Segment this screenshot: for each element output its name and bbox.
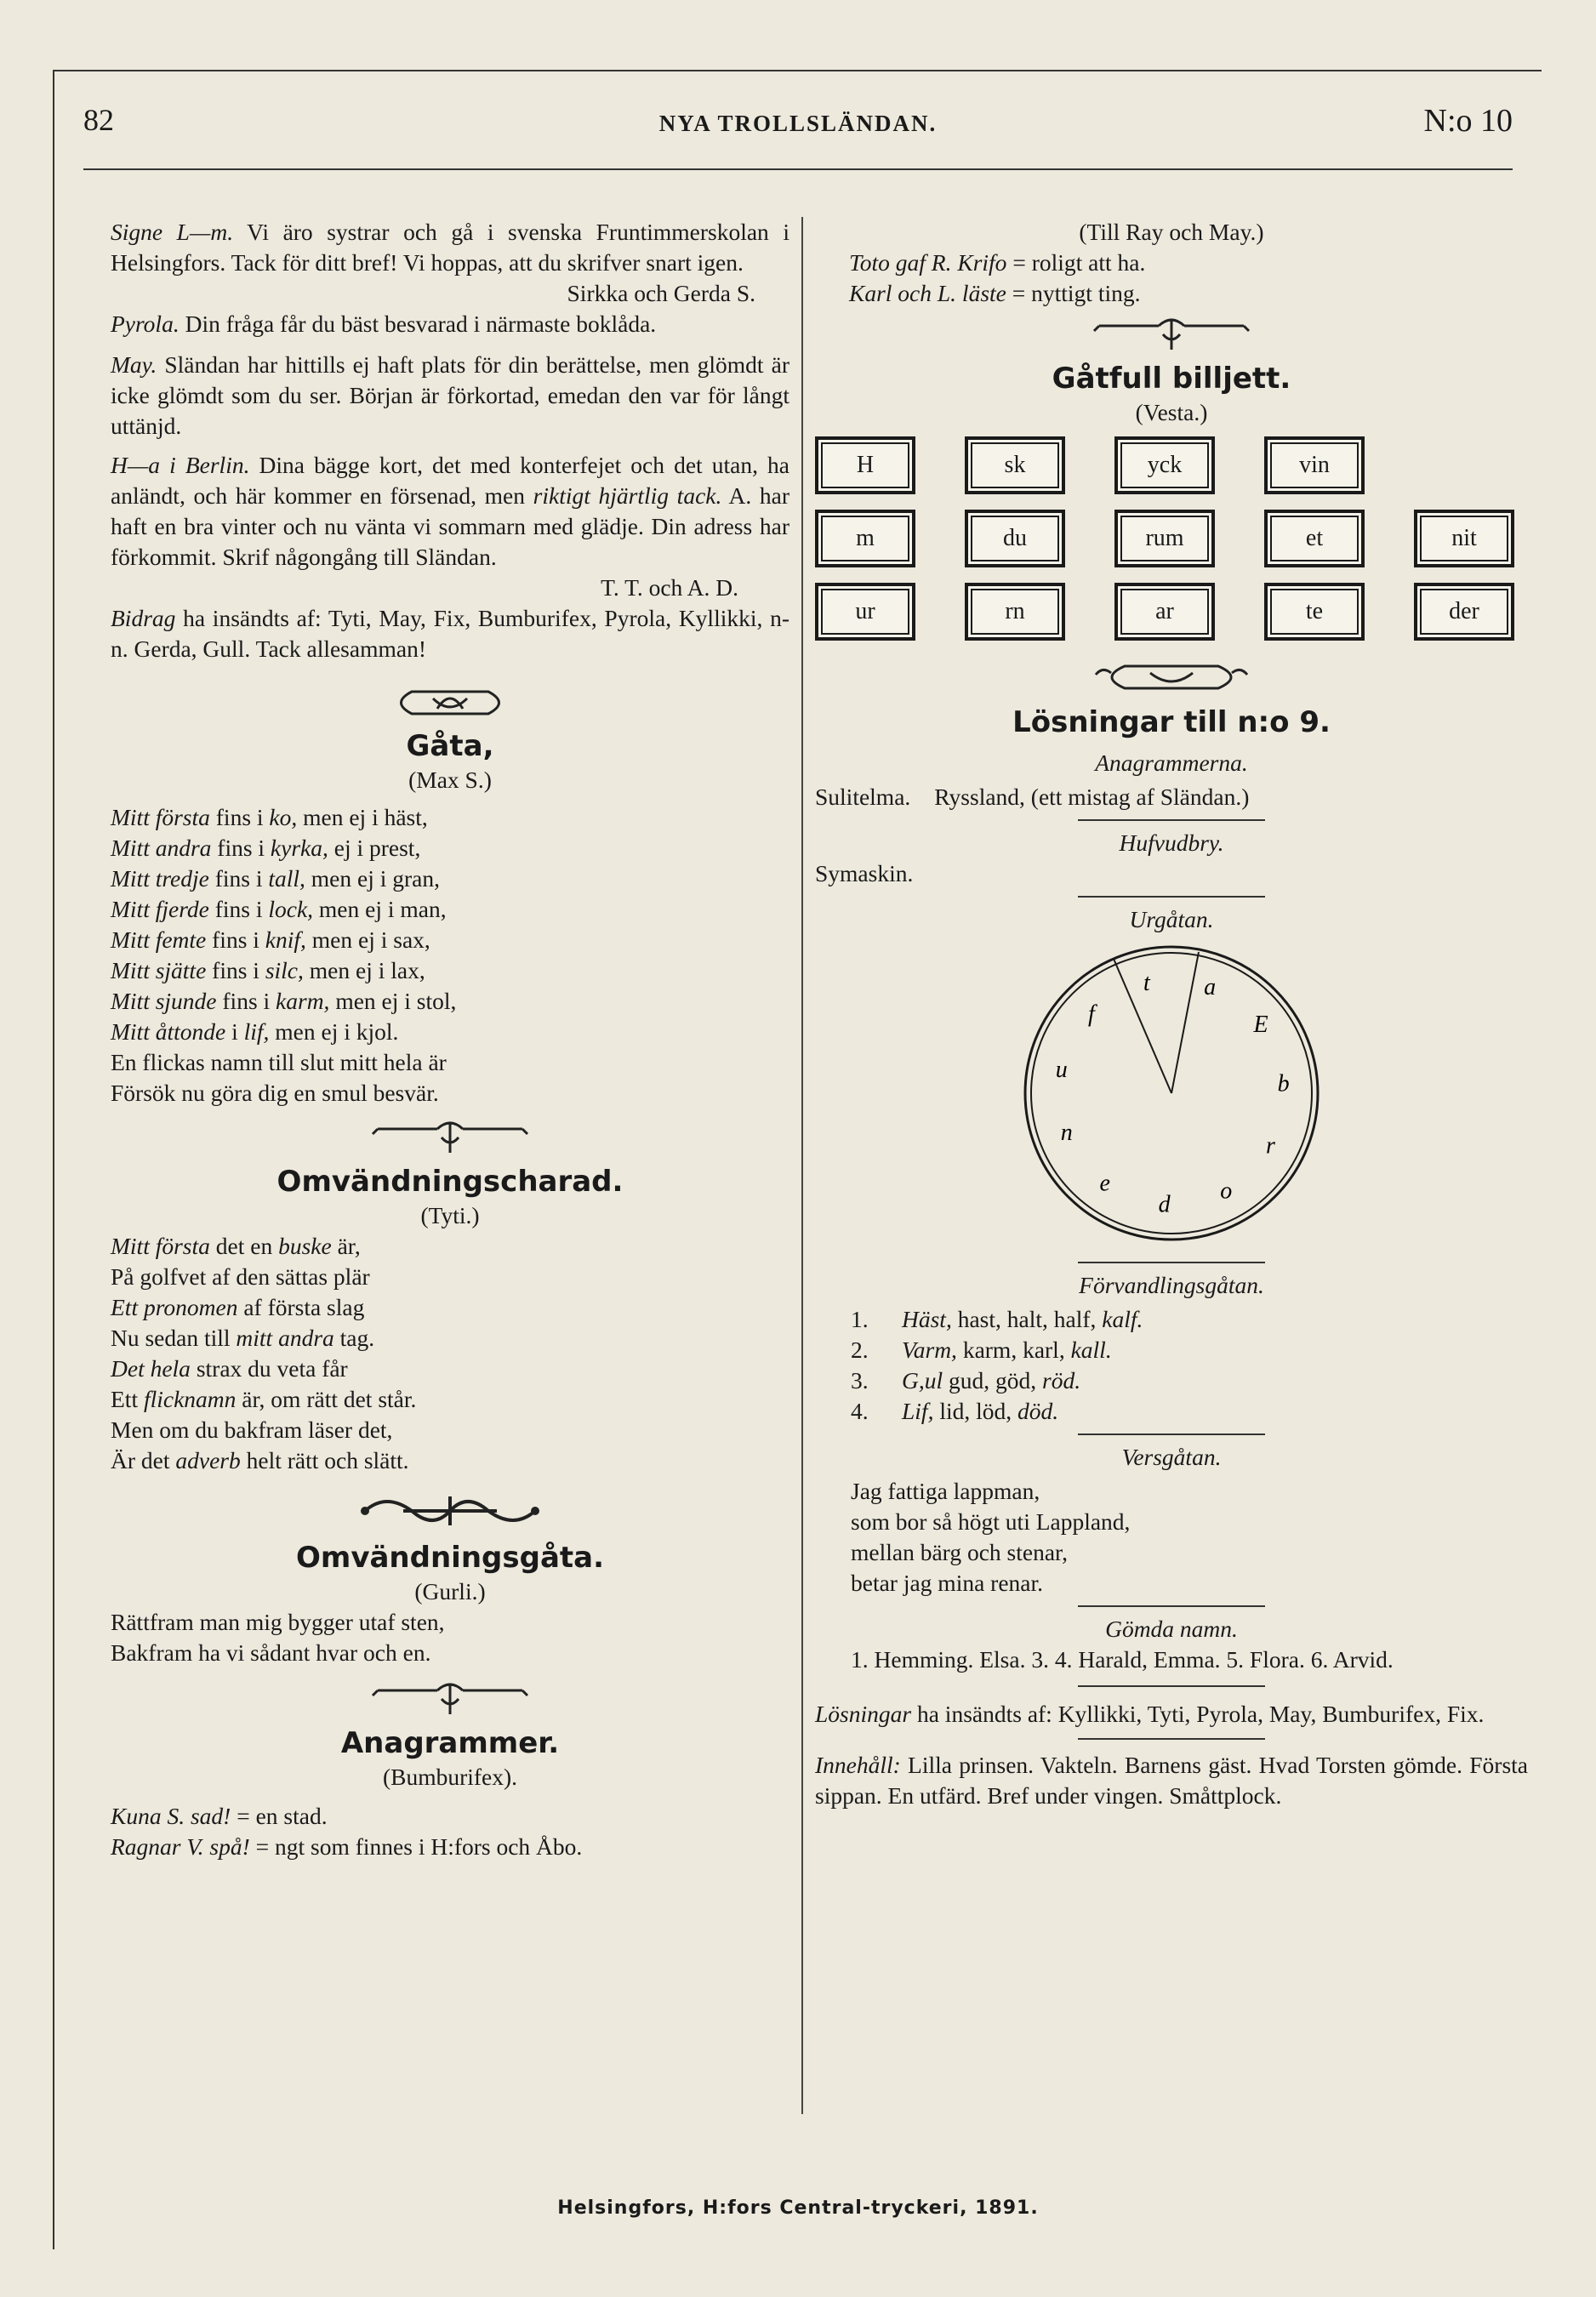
- omvgata-line: Rättfram man mig bygger utaf sten,: [111, 1609, 445, 1635]
- gata-line: Mitt andra fins i kyrka, ej i prest,: [111, 835, 421, 861]
- grid-row: [815, 583, 1528, 656]
- signature-tt: T. T. och A. D.: [601, 574, 738, 601]
- letter-may: May. Sländan har hittills ej haft plats för din berättelse, men glömdt är icke glömdt som du ser. Början är förkortad, emedan den var för långt uttänjd.: [111, 351, 789, 439]
- circle-letter: b: [1277, 1070, 1290, 1097]
- forv-item: 4. Lif, lid, löd, död.: [851, 1398, 1059, 1424]
- column-divider: [801, 217, 803, 2114]
- gomda-solution: 1. Hemming. Elsa. 3. 4. Harald, Emma. 5. Flora. 6. Arvid.: [851, 1646, 1394, 1673]
- section-rule: [1078, 1738, 1265, 1740]
- innehall: Innehåll: Lilla prinsen. Vakteln. Barnens gäst. Hvad Torsten gömde. Första sippan. En utfärd. Bref under vingen. Småttplock.: [815, 1752, 1528, 1809]
- circle-letter: n: [1060, 1120, 1073, 1147]
- page-header: [83, 102, 1513, 145]
- hufvudbry-title: Hufvudbry.: [1119, 829, 1224, 856]
- gata-title: Gåta,: [406, 729, 494, 763]
- anagram-author: (Bumburifex).: [382, 1764, 518, 1790]
- grid-cell: rum: [1114, 510, 1215, 567]
- grid-cell: sk: [965, 436, 1065, 494]
- anagram-line: Toto gaf R. Krifo = roligt att ha.: [849, 249, 1146, 276]
- gomda-title: Gömda namn.: [1105, 1616, 1238, 1642]
- gata-line: Mitt sjätte fins i silc, men ej i lax,: [111, 957, 425, 983]
- vers-line: mellan bärg och stenar,: [851, 1539, 1068, 1565]
- circle-letter: a: [1204, 974, 1217, 1000]
- charad-line: Är det adverb helt rätt och slätt.: [111, 1447, 409, 1473]
- grid-cell: du: [965, 510, 1065, 567]
- forv-item: 1. Häst, hast, halt, half, kalf.: [851, 1306, 1143, 1332]
- grid-cell: ur: [815, 583, 915, 641]
- charad-line: Nu sedan till mitt andra tag.: [111, 1325, 375, 1351]
- omvgata-title: Omvändningsgåta.: [295, 1541, 604, 1575]
- letter-pyrola: Pyrola. Din fråga får du bäst besvarad i närmaste boklåda.: [111, 311, 657, 337]
- grid-cell: nit: [1414, 510, 1514, 567]
- header-rule: [83, 168, 1513, 170]
- grid-row: [815, 436, 1528, 510]
- charad-line: Mitt första det en buske är,: [111, 1233, 361, 1259]
- anagram-line: Karl och L. läste = nyttigt ting.: [849, 280, 1141, 306]
- section-rule: [1078, 1262, 1265, 1263]
- circle-letter: f: [1088, 1000, 1095, 1028]
- circle-letter: d: [1158, 1191, 1171, 1218]
- ornament-scroll: [111, 1119, 789, 1160]
- vers-line: Jag fattiga lappman,: [851, 1478, 1040, 1504]
- ornament-flourish: [111, 1488, 789, 1536]
- losningar-sent: Lösningar ha insändts af: Kyllikki, Tyti, Pyrola, May, Bumburifex, Fix.: [815, 1701, 1485, 1727]
- grid-cell: yck: [1114, 436, 1215, 494]
- signature-sirkka: Sirkka och Gerda S.: [567, 280, 755, 306]
- gata-line: En flickas namn till slut mitt hela är: [111, 1049, 447, 1075]
- printer-footer: Helsingfors, H:fors Central-tryckeri, 1891.: [557, 2197, 1039, 2219]
- vers-poem: [815, 1476, 1528, 1599]
- gata-line: Mitt tredje fins i tall, men ej i gran,: [111, 865, 440, 892]
- gata-line: Mitt sjunde fins i karm, men ej i stol,: [111, 988, 457, 1014]
- ornament-loop: [815, 658, 1528, 698]
- circle-letter: r: [1265, 1132, 1275, 1160]
- letter-berlin: H—a i Berlin. Dina bägge kort, det med konterfejet och det utan, ha anländt, och här kommer en försenad, men riktigt hjärtlig tack. A. har haft en bra vinter och nu vänta vi sommarn med glädje. Din adress har förkommit. Skrif någongång till Sländan.: [111, 452, 789, 570]
- journal-title: NYA TROLLSLÄNDAN.: [658, 111, 938, 136]
- right-column: [815, 217, 1528, 1811]
- letter-signe: Signe L—m. Vi äro systrar och gå i svenska Fruntimmerskolan i Helsingfors. Tack för ditt bref! Vi hoppas, att du skrifver snart igen.: [111, 219, 789, 276]
- hufvudbry-solution: Symaskin.: [815, 860, 914, 886]
- gata-line: Försök nu göra dig en smul besvär.: [111, 1080, 439, 1106]
- vers-title: Versgåtan.: [1121, 1444, 1222, 1470]
- grid-cell: der: [1414, 583, 1514, 641]
- grid-cell: H: [815, 436, 915, 494]
- grid-cell: ar: [1114, 583, 1215, 641]
- gata-poem: [111, 802, 789, 1109]
- ornament-scroll: [111, 1680, 789, 1721]
- grid-cell: m: [815, 510, 915, 567]
- charad-line: Det hela strax du veta får: [111, 1355, 348, 1382]
- section-rule: [1078, 1605, 1265, 1607]
- anagram-title: Anagrammer.: [340, 1726, 560, 1760]
- omvgata-line: Bakfram ha vi sådant hvar och en.: [111, 1639, 431, 1666]
- charad-author: (Tyti.): [420, 1202, 480, 1228]
- left-column: [111, 217, 789, 1862]
- circle-letter: o: [1220, 1177, 1233, 1205]
- urgatan-title: Urgåtan.: [1129, 906, 1214, 932]
- ornament-scroll: [815, 316, 1528, 356]
- circle-letter: t: [1143, 970, 1150, 997]
- letter-circle: [1018, 940, 1325, 1246]
- charad-line: Ett pronomen af första slag: [111, 1294, 365, 1320]
- ornament-loop: [111, 683, 789, 724]
- charad-poem: [111, 1231, 789, 1476]
- section-rule: [1078, 1685, 1265, 1687]
- anagram-solution: Sulitelma. Ryssland, (ett mistag af Sländan.): [815, 784, 1250, 810]
- grid-cell: rn: [965, 583, 1065, 641]
- billjett-author: (Vesta.): [1135, 399, 1208, 425]
- anagram-line: Ragnar V. spå! = ngt som finnes i H:fors och Åbo.: [111, 1833, 583, 1860]
- charad-line: På golfvet af den sättas plär: [111, 1263, 370, 1290]
- charad-line: Men om du bakfram läser det,: [111, 1416, 393, 1443]
- forv-list: [815, 1304, 1528, 1427]
- grid-cell: vin: [1264, 436, 1365, 494]
- circle-letter: u: [1055, 1057, 1068, 1083]
- forv-item: 2. Varm, karm, karl, kall.: [851, 1337, 1112, 1363]
- omvgata-author: (Gurli.): [414, 1578, 486, 1604]
- bidrag-note: Bidrag ha insändts af: Tyti, May, Fix, Bumburifex, Pyrola, Kyllikki, n-n. Gerda, Gull. Tack allesamman!: [111, 605, 789, 662]
- gata-line: Mitt åttonde i lif, men ej i kjol.: [111, 1018, 399, 1045]
- grid-cell: et: [1264, 510, 1365, 567]
- section-rule: [1078, 896, 1265, 898]
- issue-number: N:o 10: [1423, 103, 1513, 139]
- charad-title: Omvändningscharad.: [276, 1165, 624, 1199]
- grid-row: [815, 510, 1528, 583]
- circle-letter: E: [1253, 1012, 1268, 1039]
- vers-line: betar jag mina renar.: [851, 1570, 1044, 1596]
- vers-line: som bor så högt uti Lappland,: [851, 1508, 1131, 1535]
- charad-line: Ett flicknamn är, om rätt det står.: [111, 1386, 417, 1412]
- gata-line: Mitt fjerde fins i lock, men ej i man,: [111, 896, 447, 922]
- gata-author: (Max S.): [408, 767, 492, 793]
- circle-letter: e: [1099, 1170, 1110, 1197]
- gata-line: Mitt femte fins i knif, men ej i sax,: [111, 926, 430, 953]
- gata-line: Mitt första fins i ko, men ej i häst,: [111, 804, 428, 830]
- billjett-grid: [815, 436, 1528, 656]
- billjett-title: Gåtfull billjett.: [1052, 362, 1291, 396]
- losningar-title: Lösningar till n:o 9.: [1012, 705, 1331, 739]
- anagram-solution-title: Anagrammerna.: [1095, 750, 1248, 776]
- forv-title: Förvandlingsgåtan.: [1079, 1272, 1264, 1298]
- grid-cell: te: [1264, 583, 1365, 641]
- page-number: 82: [83, 103, 114, 137]
- dedication: (Till Ray och May.): [1079, 219, 1264, 245]
- section-rule: [1078, 819, 1265, 821]
- forv-item: 3. G,ul gud, göd, röd.: [851, 1367, 1081, 1394]
- section-rule: [1078, 1433, 1265, 1435]
- anagram-line: Kuna S. sad! = en stad.: [111, 1803, 328, 1829]
